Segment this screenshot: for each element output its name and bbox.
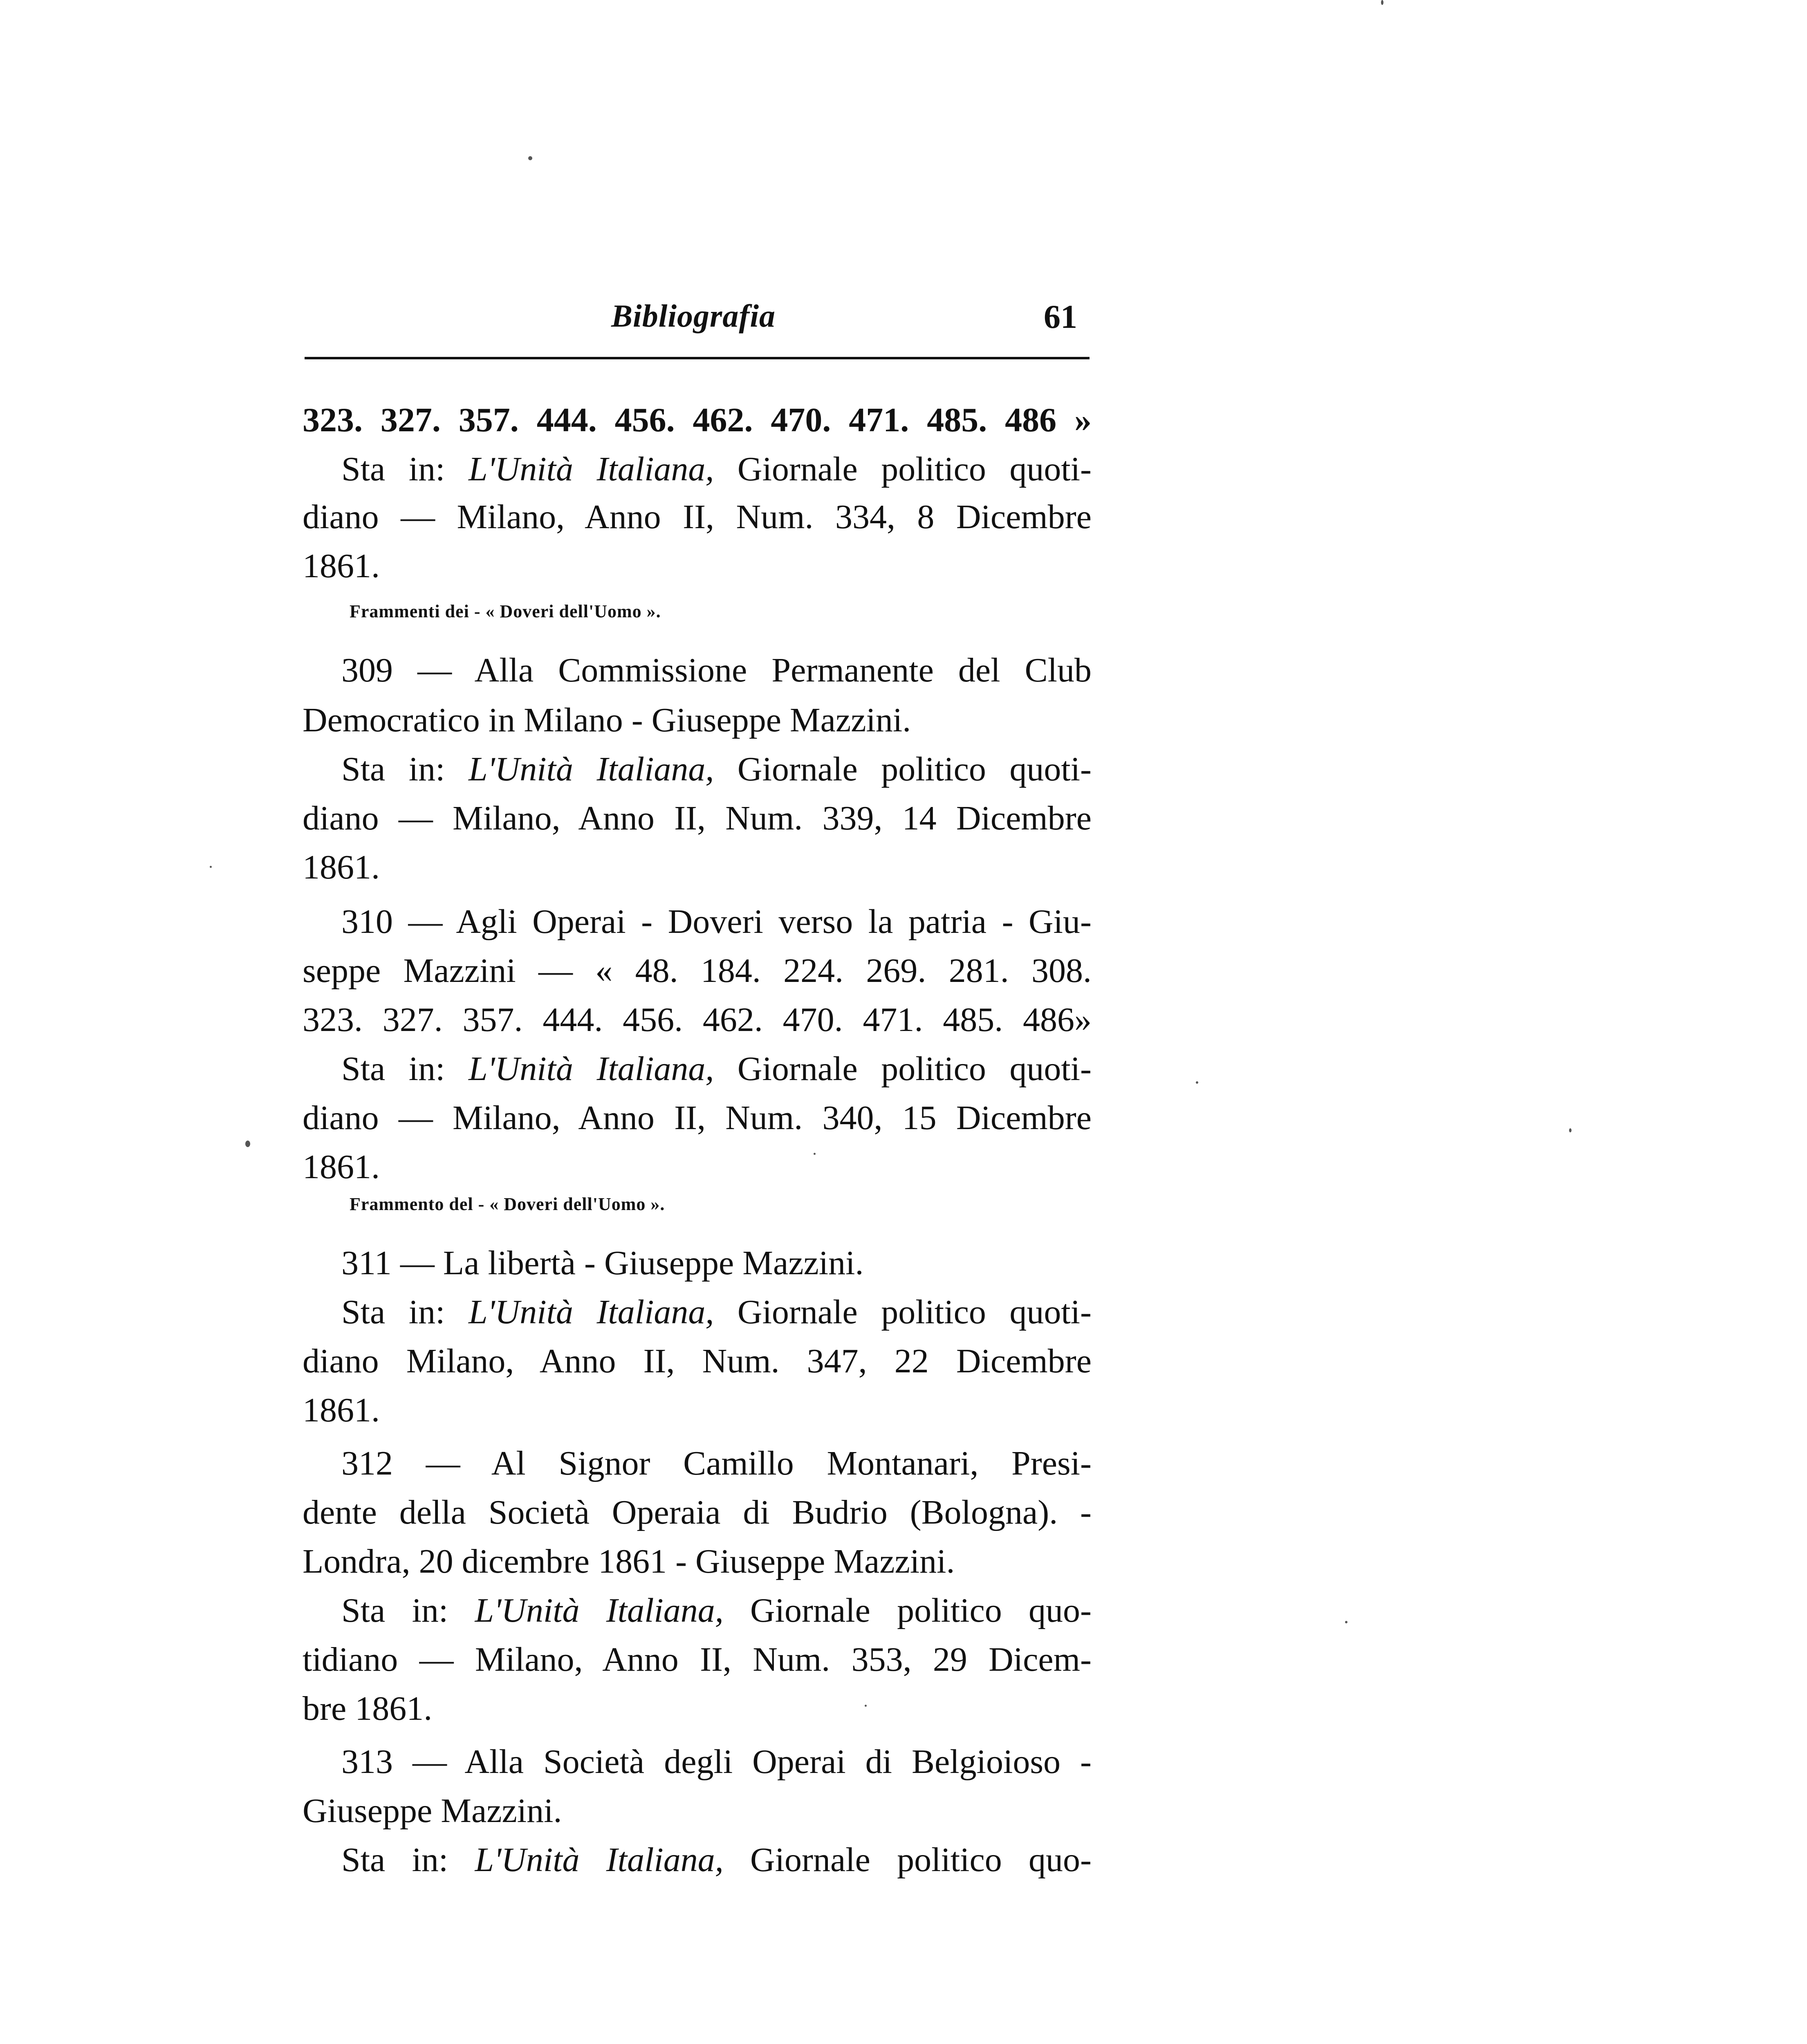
footnote: Frammento del - « Doveri dell'Uomo ». xyxy=(350,1194,665,1214)
text-line: 323. 327. 357. 444. 456. 462. 470. 471. 485. 486 » xyxy=(303,401,1092,439)
text-line: Sta in: L'Unità Italiana, Giornale politico quoti- xyxy=(341,1293,1092,1331)
journal-title: L'Unità Italiana, xyxy=(475,1591,724,1629)
text-line: diano — Milano, Anno II, Num. 340, 15 Dicembre xyxy=(303,1099,1092,1137)
scan-speck xyxy=(1196,1081,1198,1084)
journal-title: L'Unità Italiana, xyxy=(468,450,714,488)
text-line: dente della Società Operaia di Budrio (Bologna). - xyxy=(303,1493,1092,1531)
journal-title: L'Unità Italiana, xyxy=(468,1293,714,1331)
footnote: Frammenti dei - « Doveri dell'Uomo ». xyxy=(350,601,661,621)
text-line: tidiano — Milano, Anno II, Num. 353, 29 Dicem- xyxy=(303,1641,1092,1679)
scan-speck xyxy=(1345,1621,1347,1623)
entry-311: 311 — La libertà - Giuseppe Mazzini. xyxy=(341,1244,864,1282)
entry-310: 310 — Agli Operai - Doveri verso la patria - Giu- xyxy=(341,903,1092,941)
entry-313: 313 — Alla Società degli Operai di Belgioioso - xyxy=(341,1743,1092,1781)
text-line: 1861. xyxy=(303,848,380,886)
journal-title: L'Unità Italiana, xyxy=(475,1841,724,1879)
text-line: Democratico in Milano - Giuseppe Mazzini. xyxy=(303,701,911,739)
text-line: 1861. xyxy=(303,1148,380,1186)
text-line: Sta in: L'Unità Italiana, Giornale politico quo- xyxy=(341,1841,1092,1879)
text-line: bre 1861. xyxy=(303,1690,433,1728)
journal-title: L'Unità Italiana, xyxy=(468,750,714,788)
scan-speck xyxy=(245,1141,250,1147)
text-line: Londra, 20 dicembre 1861 - Giuseppe Mazzini. xyxy=(303,1542,955,1580)
text-line: 1861. xyxy=(303,547,380,585)
text-line: Sta in: L'Unità Italiana, Giornale politico quoti- xyxy=(341,1050,1092,1088)
scan-speck xyxy=(1569,1128,1572,1132)
scan-speck xyxy=(210,866,212,868)
header-rule xyxy=(305,357,1090,359)
text-line: diano — Milano, Anno II, Num. 339, 14 Dicembre xyxy=(303,799,1092,837)
entry-312: 312 — Al Signor Camillo Montanari, Presi- xyxy=(341,1444,1092,1482)
text-line: Giuseppe Mazzini. xyxy=(303,1792,562,1830)
text-line: Sta in: L'Unità Italiana, Giornale politico quoti- xyxy=(341,450,1092,488)
text-line: diano Milano, Anno II, Num. 347, 22 Dicembre xyxy=(303,1342,1092,1380)
scan-speck xyxy=(528,156,532,160)
entry-309: 309 — Alla Commissione Permanente del Club xyxy=(341,651,1092,689)
text-line: 1861. xyxy=(303,1391,380,1429)
page-number: 61 xyxy=(1044,298,1077,335)
text-line: seppe Mazzini — « 48. 184. 224. 269. 281. 308. xyxy=(303,952,1092,990)
text-line: 323. 327. 357. 444. 456. 462. 470. 471. 485. 486» xyxy=(303,1001,1092,1039)
text-line: diano — Milano, Anno II, Num. 334, 8 Dicembre xyxy=(303,498,1092,536)
journal-title: L'Unità Italiana, xyxy=(468,1050,714,1088)
header-title: Bibliografia xyxy=(611,298,776,334)
running-header xyxy=(305,298,1090,359)
scan-speck xyxy=(1381,0,1383,5)
text-line: Sta in: L'Unità Italiana, Giornale politico quo- xyxy=(341,1591,1092,1629)
text-line: Sta in: L'Unità Italiana, Giornale politico quoti- xyxy=(341,750,1092,788)
